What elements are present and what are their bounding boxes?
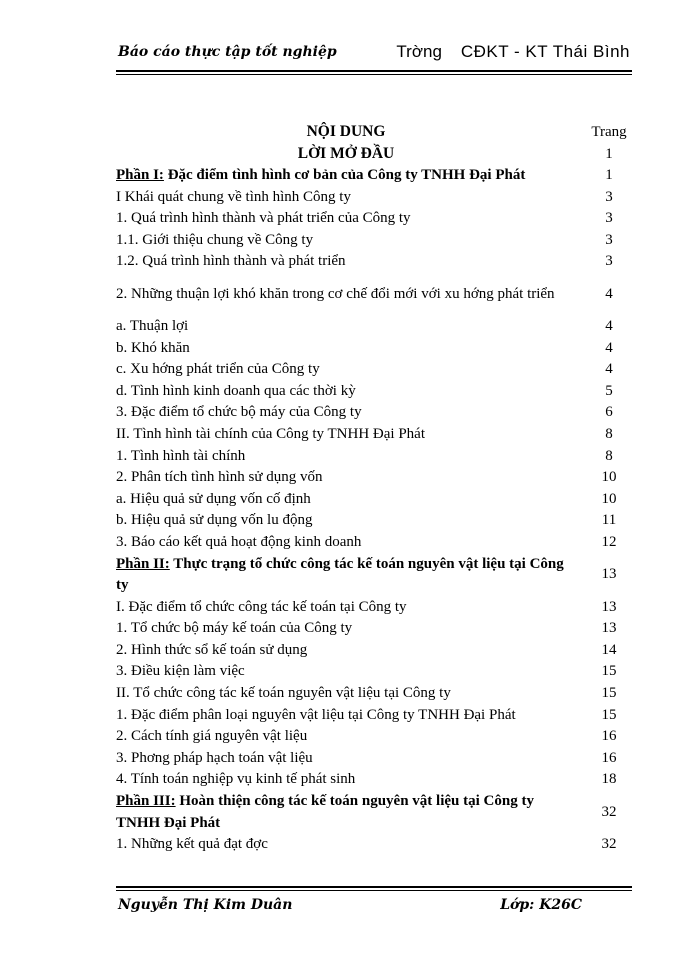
toc-entry-text: 1. Tổ chức bộ máy kế toán của Công ty [116, 620, 353, 637]
toc-entry-label [116, 165, 576, 187]
table-of-contents [116, 121, 636, 856]
footer-class: Lớp: K26C [500, 897, 582, 913]
toc-entry-label [116, 769, 576, 791]
toc-part-row [116, 554, 636, 597]
toc-entry-page: 8 [605, 447, 613, 464]
toc-title: NỘI DUNG [306, 123, 386, 140]
toc-entry-label [116, 791, 576, 834]
toc-entry-page: 15 [601, 685, 617, 702]
toc-entry-text: 3. Phơng pháp hạch toán vật liệu [116, 749, 313, 766]
toc-row [116, 381, 636, 403]
header-report-title: Báo cáo thực tập tốt nghiệp [118, 44, 337, 60]
header-school-prefix: Trờng [396, 42, 442, 61]
toc-entry-page: 15 [601, 663, 617, 680]
toc-entry-text: 1.2. Quá trình hình thành và phát triển [116, 253, 346, 270]
toc-entry-label [116, 359, 576, 381]
toc-entry-page: 3 [605, 231, 613, 248]
footer-rule-thin [116, 890, 632, 891]
toc-entry-page: 32 [601, 836, 617, 853]
toc-entry-label [116, 510, 576, 532]
footer-rule [116, 886, 632, 888]
toc-entry-text: I. Đặc điểm tổ chức công tác kế toán tại Công ty [116, 598, 407, 615]
toc-entry-page: 10 [601, 490, 617, 507]
toc-entry-label [116, 834, 576, 856]
toc-row [116, 402, 636, 424]
toc-entry-page: 18 [601, 771, 617, 788]
toc-part-number: Phần III: [116, 793, 176, 810]
toc-entry-page: 4 [605, 361, 613, 378]
toc-row [116, 359, 636, 381]
toc-entry-text: a. Hiệu quả sử dụng vốn cố định [116, 490, 311, 507]
toc-row [116, 748, 636, 770]
toc-entry-text: 2. Hình thức sổ kế toán sử dụng [116, 641, 308, 658]
toc-entry-label [116, 748, 576, 770]
toc-row [116, 510, 636, 532]
toc-entry-page: 16 [601, 749, 617, 766]
toc-entry-label [116, 230, 576, 252]
toc-entry-label [116, 597, 576, 619]
toc-entry-page: 11 [601, 512, 617, 529]
toc-entry-label [116, 424, 576, 446]
toc-entry-text: b. Hiệu quả sử dụng vốn lu động [116, 512, 313, 529]
toc-entry-page: 4 [605, 285, 613, 302]
toc-entry-label [116, 251, 576, 273]
toc-entry-label [116, 661, 576, 683]
toc-row [116, 683, 636, 705]
toc-entry-label [116, 467, 576, 489]
header-school-name: CĐKT - KT Thái Bình [460, 42, 630, 61]
toc-entry-text: Hoàn thiện công tác kế toán nguyên vật liệu tại Công ty TNHH Đại Phát [116, 793, 534, 831]
toc-row [116, 208, 636, 230]
toc-entry-label [116, 338, 576, 360]
toc-row [116, 273, 636, 316]
toc-row [116, 230, 636, 252]
toc-entry-label [116, 554, 576, 597]
header-school [396, 42, 630, 62]
toc-row [116, 338, 636, 360]
toc-entry-label [116, 489, 576, 511]
toc-entry-page: 5 [605, 382, 613, 399]
toc-entry-page: 6 [605, 404, 613, 421]
toc-row [116, 467, 636, 489]
toc-row [116, 424, 636, 446]
toc-entry-label [116, 316, 576, 338]
toc-entry-text: II. Tổ chức công tác kế toán nguyên vật liệu tại Công ty [116, 685, 451, 702]
toc-entry-label [116, 208, 576, 230]
toc-entry-label [116, 640, 576, 662]
toc-entry-text: I Khái quát chung về tình hình Công ty [116, 188, 351, 205]
toc-entry-label [116, 532, 576, 554]
toc-row [116, 597, 636, 619]
toc-entry-label [116, 726, 576, 748]
toc-entry-page: 13 [601, 598, 617, 615]
toc-row [116, 705, 636, 727]
toc-entry-label [116, 402, 576, 424]
toc-intro-row [116, 143, 636, 165]
toc-entry-text: 3. Báo cáo kết quả hoạt động kinh doanh [116, 533, 362, 550]
toc-entry-text: 2. Những thuận lợi khó khăn trong cơ chế đổi mới với xu hớng phát triển [116, 285, 555, 302]
toc-entry-label [116, 705, 576, 727]
toc-entry-label [116, 618, 576, 640]
toc-entry-page: 3 [605, 210, 613, 227]
toc-row [116, 769, 636, 791]
toc-entry-page: 8 [605, 425, 613, 442]
toc-part-row [116, 791, 636, 834]
toc-entry-label [116, 187, 576, 209]
toc-entry-text: 2. Phân tích tình hình sử dụng vốn [116, 469, 323, 486]
toc-entry-text: Thực trạng tổ chức công tác kế toán nguyên vật liệu tại Công ty [116, 555, 564, 594]
toc-entry-page: 3 [605, 253, 613, 270]
toc-entry-text: 3. Điều kiện làm việc [116, 663, 245, 680]
toc-entry-page: 1 [605, 167, 613, 183]
toc-entry-page: 10 [601, 469, 617, 486]
toc-part-row [116, 165, 636, 187]
toc-entry-page: 4 [605, 317, 613, 334]
toc-entry-page: 4 [605, 339, 613, 356]
header-rule-thin [116, 74, 632, 75]
toc-entry-text: 1. Quá trình hình thành và phát triển của Công ty [116, 210, 411, 227]
toc-entry-page: 3 [605, 188, 613, 205]
toc-entry-label [116, 446, 576, 468]
toc-entry-text: 4. Tính toán nghiệp vụ kinh tế phát sinh [116, 771, 356, 788]
toc-row [116, 187, 636, 209]
toc-entry-page: 16 [601, 728, 617, 745]
toc-entry-text: a. Thuận lợi [116, 317, 189, 334]
toc-row [116, 640, 636, 662]
toc-entry-label [116, 683, 576, 705]
toc-entry-text: 3. Đặc điểm tổ chức bộ máy của Công ty [116, 404, 362, 421]
toc-entry-text: 2. Cách tính giá nguyên vật liệu [116, 728, 308, 745]
toc-intro-label: LỜI MỞ ĐẦU [297, 145, 395, 162]
toc-entry-page: 13 [601, 620, 617, 637]
toc-part-number: Phần I: [116, 167, 164, 183]
toc-part-number: Phần II: [116, 555, 170, 572]
toc-row [116, 618, 636, 640]
toc-entry-label [116, 284, 576, 306]
toc-header [116, 121, 636, 143]
toc-page-header: Trang [591, 124, 627, 140]
toc-row [116, 726, 636, 748]
toc-rows [116, 165, 636, 856]
toc-row [116, 532, 636, 554]
toc-entry-text: 1. Những kết quả đạt đợc [116, 836, 268, 853]
toc-entry-text: 1.1. Giới thiệu chung về Công ty [116, 231, 314, 248]
toc-entry-page: 15 [601, 706, 617, 723]
toc-entry-label [116, 381, 576, 403]
toc-row [116, 251, 636, 273]
toc-entry-text: b. Khó khăn [116, 339, 190, 356]
toc-entry-page: 14 [601, 641, 617, 658]
header-rule [116, 70, 632, 72]
toc-entry-text: d. Tình hình kinh doanh qua các thời kỳ [116, 382, 356, 399]
toc-entry-text: 1. Tình hình tài chính [116, 447, 246, 464]
toc-row [116, 834, 636, 856]
toc-entry-page: 12 [601, 533, 617, 550]
toc-row [116, 316, 636, 338]
footer-author: Nguyễn Thị Kim Duân [118, 897, 293, 913]
toc-row [116, 446, 636, 468]
toc-entry-text: II. Tình hình tài chính của Công ty TNHH Đại Phát [116, 425, 425, 442]
toc-entry-page: 32 [601, 803, 617, 820]
toc-entry-text: 1. Đặc điểm phân loại nguyên vật liệu tại Công ty TNHH Đại Phát [116, 706, 516, 723]
toc-intro-page: 1 [605, 146, 613, 162]
toc-row [116, 489, 636, 511]
toc-entry-text: c. Xu hớng phát triển của Công ty [116, 361, 320, 378]
toc-entry-page: 13 [601, 566, 617, 583]
toc-row [116, 661, 636, 683]
toc-entry-text: Đặc điểm tình hình cơ bản của Công ty TNHH Đại Phát [163, 167, 526, 183]
